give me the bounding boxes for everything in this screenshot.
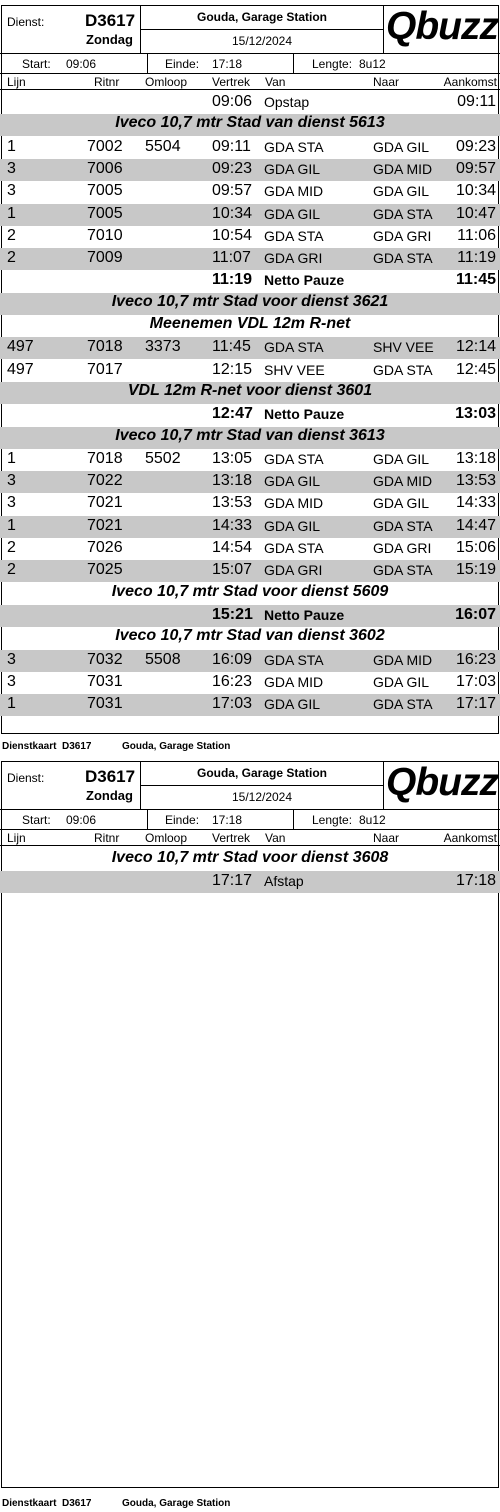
cell-ritnr: 7032 <box>87 650 123 668</box>
col-naar: Naar <box>373 75 400 89</box>
dienst-label: Dienst: <box>7 15 45 29</box>
cell-van: GDA STA <box>264 450 324 467</box>
col-vertrek: Vertrek <box>212 831 251 845</box>
col-vertrek: Vertrek <box>212 75 251 89</box>
cell-aankomst: 16:23 <box>455 650 496 668</box>
cell-lijn: 1 <box>7 695 16 713</box>
section-title: Iveco 10,7 mtr Stad voor dienst 3621 <box>111 292 389 310</box>
date-label: 15/12/2024 <box>231 34 293 48</box>
cell-van: GDA GRI <box>264 250 323 267</box>
lengte-label: Lengte: <box>312 57 353 71</box>
cell-van: GDA MID <box>264 183 324 200</box>
col-naar: Naar <box>373 831 400 845</box>
cell-lijn: 2 <box>7 249 16 267</box>
section-title-row <box>0 583 500 605</box>
pause-row <box>0 404 500 426</box>
cell-lijn: 1 <box>7 137 16 155</box>
cell-van: GDA STA <box>264 339 324 356</box>
cell-omloop: 5508 <box>145 650 181 668</box>
footer-location: Gouda, Garage Station <box>122 1498 231 1509</box>
cell-vertrek: 09:23 <box>212 159 253 177</box>
stop-row <box>0 92 500 114</box>
section-title: Meenemen VDL 12m R-net <box>149 315 351 332</box>
cell-omloop: 3373 <box>145 338 181 356</box>
cell-aankomst: 09:23 <box>455 137 496 155</box>
trip-row <box>0 560 500 582</box>
cell-lijn: 3 <box>7 494 16 512</box>
trip-row <box>0 694 500 716</box>
cell-van: GDA GIL <box>264 696 321 713</box>
cell-van: GDA GIL <box>264 205 321 222</box>
section-title: Iveco 10,7 mtr Stad voor dienst 3608 <box>111 849 389 866</box>
cell-vertrek: 17:03 <box>212 695 253 713</box>
day-label: Zondag <box>86 788 133 803</box>
sub-header <box>0 809 500 831</box>
trip-row <box>0 516 500 538</box>
cell-lijn: 3 <box>7 650 16 668</box>
section-title-row <box>0 114 500 136</box>
cell-ritnr: 7010 <box>87 226 123 244</box>
cell-van: SHV VEE <box>264 361 325 378</box>
cell-ritnr: 7021 <box>87 494 123 512</box>
cell-van: GDA GRI <box>264 562 323 579</box>
cell-ritnr: 7017 <box>87 360 123 378</box>
cell-aankomst: 13:18 <box>455 449 496 467</box>
column-header <box>0 829 500 846</box>
qbuzz-logo: Qbuzz <box>386 761 498 804</box>
cell-naar: SHV VEE <box>373 339 434 356</box>
cell-ritnr: 7031 <box>87 695 123 713</box>
cell-naar: GDA GIL <box>373 495 430 512</box>
cell-aankomst: 10:47 <box>455 204 496 222</box>
cell-ritnr: 7005 <box>87 204 123 222</box>
cell-van: GDA GIL <box>264 517 321 534</box>
col-omloop: Omloop <box>145 831 188 845</box>
trip-row <box>0 248 500 270</box>
cell-van: GDA GIL <box>264 473 321 490</box>
einde-value: 17:18 <box>212 57 243 71</box>
footer-label: Dienstkaart <box>2 741 57 752</box>
cell-aankomst: 12:14 <box>455 338 496 356</box>
cell-aankomst: 17:18 <box>455 872 496 890</box>
col-van: Van <box>265 75 286 89</box>
cell-aankomst: 15:06 <box>455 539 496 556</box>
cell-naar: GDA STA <box>373 250 433 267</box>
cell-aankomst: 15:19 <box>455 561 496 579</box>
cell-label: Netto Pauze <box>264 406 345 423</box>
cell-lijn: 3 <box>7 672 16 690</box>
cell-lijn: 1 <box>7 204 16 222</box>
section-title-row <box>0 427 500 449</box>
cell-vertrek: 09:06 <box>212 93 253 110</box>
dienstkaart-page-2 <box>0 756 500 1512</box>
cell-van: GDA MID <box>264 673 324 690</box>
trip-row <box>0 493 500 515</box>
start-label: Start: <box>22 813 51 827</box>
col-omloop: Omloop <box>145 75 188 89</box>
cell-aankomst: 09:57 <box>455 159 496 177</box>
cell-omloop: 5502 <box>145 449 181 467</box>
cell-ritnr: 7022 <box>87 472 123 490</box>
footer-code: D3617 <box>62 1498 92 1509</box>
cell-aankomst: 11:45 <box>455 271 496 289</box>
cell-naar: GDA GIL <box>373 673 430 690</box>
footer-code: D3617 <box>62 741 92 752</box>
cell-van: GDA STA <box>264 227 324 244</box>
cell-vertrek: 09:57 <box>212 182 253 200</box>
cell-vertrek: 11:19 <box>212 271 253 289</box>
section-title-row <box>0 382 500 404</box>
trip-row <box>0 650 500 672</box>
trip-row <box>0 181 500 203</box>
cell-vertrek: 12:15 <box>212 360 253 378</box>
cell-aankomst: 14:47 <box>455 516 496 534</box>
cell-label: Netto Pauze <box>264 606 345 623</box>
cell-vertrek: 14:54 <box>212 539 253 556</box>
col-ritnr: Ritnr <box>94 75 120 89</box>
cell-omloop: 5504 <box>145 137 181 155</box>
start-value: 09:06 <box>66 813 97 827</box>
cell-van: GDA GIL <box>264 160 321 177</box>
cell-label: Afstap <box>264 873 304 890</box>
col-lijn: Lijn <box>7 75 26 89</box>
cell-lijn: 2 <box>7 561 16 579</box>
trip-row <box>0 360 500 382</box>
cell-naar: GDA GIL <box>373 138 430 155</box>
cell-ritnr: 7026 <box>87 539 123 556</box>
cell-naar: GDA STA <box>373 517 433 534</box>
cell-lijn: 2 <box>7 539 16 556</box>
cell-ritnr: 7002 <box>87 137 123 155</box>
dienst-code: D3617 <box>85 11 136 30</box>
lengte-value: 8u12 <box>359 57 386 71</box>
cell-aankomst: 17:17 <box>455 695 496 713</box>
lengte-value: 8u12 <box>359 813 386 827</box>
cell-aankomst: 11:19 <box>457 249 496 267</box>
einde-label: Einde: <box>165 813 200 827</box>
cell-van: GDA STA <box>264 540 324 556</box>
date-label: 15/12/2024 <box>231 790 293 804</box>
cell-aankomst: 10:34 <box>455 182 496 200</box>
stop-row <box>0 871 500 893</box>
col-van: Van <box>265 831 286 845</box>
section-title-row <box>0 315 500 337</box>
cell-ritnr: 7009 <box>87 249 123 267</box>
cell-vertrek: 12:47 <box>212 405 253 423</box>
col-lijn: Lijn <box>7 831 26 845</box>
cell-ritnr: 7006 <box>87 159 123 177</box>
cell-naar: GDA GIL <box>373 450 430 467</box>
trip-row <box>0 137 500 159</box>
cell-naar: GDA STA <box>373 696 433 713</box>
header <box>0 761 500 809</box>
cell-label: Opstap <box>264 94 310 110</box>
trip-row <box>0 337 500 359</box>
section-title-row <box>0 849 500 871</box>
pause-row <box>0 605 500 627</box>
cell-naar: GDA STA <box>373 562 433 579</box>
cell-vertrek: 13:18 <box>212 472 253 490</box>
cell-ritnr: 7018 <box>87 449 123 467</box>
trip-row <box>0 538 500 560</box>
cell-ritnr: 7005 <box>87 182 123 200</box>
section-title: Iveco 10,7 mtr Stad van dienst 5613 <box>115 114 385 132</box>
footer-location: Gouda, Garage Station <box>122 741 231 752</box>
sub-header <box>0 53 500 75</box>
cell-ritnr: 7018 <box>87 338 123 356</box>
section-title: Iveco 10,7 mtr Stad van dienst 3602 <box>115 627 385 645</box>
footer-label: Dienstkaart <box>2 1498 57 1509</box>
trip-row <box>0 449 500 471</box>
lengte-label: Lengte: <box>312 813 353 827</box>
cell-naar: GDA MID <box>373 160 433 177</box>
location-title: Gouda, Garage Station <box>196 10 328 24</box>
cell-vertrek: 17:17 <box>212 872 253 890</box>
cell-lijn: 3 <box>7 182 16 200</box>
cell-naar: GDA STA <box>373 361 433 378</box>
start-value: 09:06 <box>66 57 97 71</box>
cell-lijn: 1 <box>7 516 16 534</box>
cell-aankomst: 12:45 <box>455 360 496 378</box>
trip-row <box>0 226 500 248</box>
cell-naar: GDA MID <box>373 473 433 490</box>
cell-lijn: 497 <box>7 338 34 356</box>
cell-vertrek: 13:05 <box>212 449 253 467</box>
cell-vertrek: 15:21 <box>212 605 253 623</box>
cell-ritnr: 7031 <box>87 672 123 690</box>
cell-aankomst: 11:06 <box>457 226 496 244</box>
cell-lijn: 3 <box>7 159 16 177</box>
einde-label: Einde: <box>165 57 200 71</box>
section-title-row <box>0 627 500 649</box>
day-label: Zondag <box>86 32 133 47</box>
qbuzz-logo: Qbuzz <box>386 5 498 48</box>
dienst-label: Dienst: <box>7 771 45 785</box>
location-title: Gouda, Garage Station <box>196 766 328 780</box>
cell-naar: GDA GRI <box>373 540 432 556</box>
cell-vertrek: 13:53 <box>212 494 253 512</box>
cell-ritnr: 7025 <box>87 561 123 579</box>
col-aankomst: Aankomst <box>443 75 497 89</box>
cell-vertrek: 11:07 <box>212 249 251 267</box>
section-title-row <box>0 293 500 315</box>
trip-row <box>0 471 500 493</box>
pause-row <box>0 270 500 292</box>
cell-van: GDA MID <box>264 495 324 512</box>
cell-ritnr: 7021 <box>87 516 123 534</box>
cell-vertrek: 10:34 <box>212 204 253 222</box>
cell-vertrek: 16:09 <box>212 650 253 668</box>
column-header <box>0 73 500 90</box>
cell-vertrek: 11:45 <box>212 338 251 356</box>
cell-naar: GDA STA <box>373 205 433 222</box>
trip-row <box>0 672 500 694</box>
trip-row <box>0 159 500 181</box>
section-title: Iveco 10,7 mtr Stad van dienst 3613 <box>115 426 385 444</box>
cell-vertrek: 16:23 <box>212 672 253 690</box>
cell-van: GDA STA <box>264 138 324 155</box>
cell-vertrek: 09:11 <box>212 137 251 155</box>
cell-vertrek: 14:33 <box>212 516 253 534</box>
cell-vertrek: 15:07 <box>212 561 253 579</box>
cell-aankomst: 16:07 <box>455 605 496 623</box>
col-ritnr: Ritnr <box>94 831 120 845</box>
cell-lijn: 3 <box>7 472 16 490</box>
cell-lijn: 497 <box>7 360 34 378</box>
section-title: Iveco 10,7 mtr Stad voor dienst 5609 <box>111 582 389 600</box>
cell-aankomst: 09:11 <box>457 93 496 110</box>
einde-value: 17:18 <box>212 813 243 827</box>
col-aankomst: Aankomst <box>443 831 497 845</box>
cell-lijn: 2 <box>7 226 16 244</box>
cell-aankomst: 13:03 <box>455 405 496 423</box>
cell-naar: GDA GRI <box>373 227 432 244</box>
header <box>0 5 500 53</box>
cell-van: GDA STA <box>264 651 324 668</box>
start-label: Start: <box>22 57 51 71</box>
trip-row <box>0 204 500 226</box>
cell-naar: GDA MID <box>373 651 433 668</box>
cell-aankomst: 13:53 <box>455 472 496 490</box>
cell-label: Netto Pauze <box>264 272 345 289</box>
section-title: VDL 12m R-net voor dienst 3601 <box>127 381 373 399</box>
cell-aankomst: 17:03 <box>455 672 496 690</box>
cell-naar: GDA GIL <box>373 183 430 200</box>
cell-vertrek: 10:54 <box>212 226 253 244</box>
dienst-code: D3617 <box>85 767 136 786</box>
cell-lijn: 1 <box>7 449 16 467</box>
cell-aankomst: 14:33 <box>455 494 496 512</box>
